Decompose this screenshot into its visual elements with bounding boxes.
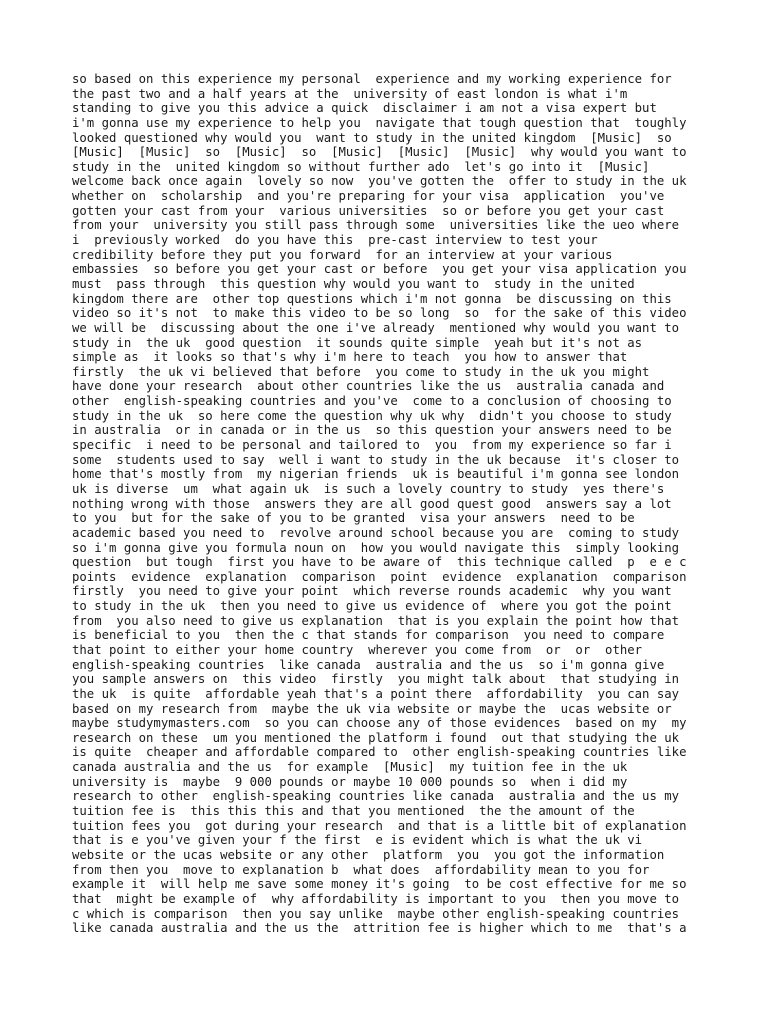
transcript-line: tuition fee is this this this and that you mentioned the the amount of the (72, 804, 635, 819)
transcript-line: study in the uk so here come the question why uk why didn't you choose to study (72, 408, 672, 423)
transcript-line: we will be discussing about the one i've already mentioned why would you want to (72, 320, 680, 335)
transcript-line: some students used to say well i want to study in the uk because it's closer to (72, 452, 680, 467)
transcript-line: the uk is quite affordable yeah that's a point there affordability you can say (72, 686, 680, 701)
transcript-line: university is maybe 9 000 pounds or maybe 10 000 pounds so when i did my (72, 774, 628, 789)
transcript-line: credibility before they put you forward for an interview at your various (72, 247, 613, 262)
transcript-line: is beneficial to you then the c that stands for comparison you need to compare (72, 628, 665, 643)
transcript-line: maybe studymymasters.com so you can choose any of those evidences based on my my (72, 716, 687, 731)
transcript-line: study in the uk good question it sounds quite simple yeah but it's not as (72, 335, 643, 350)
transcript-line: from you also need to give us explanation that is you explain the point how that (72, 613, 680, 628)
transcript-line: english-speaking countries like canada australia and the us so i'm gonna give (72, 657, 665, 672)
transcript-line: gotten your cast from your various universities so or before you get your cast (72, 203, 665, 218)
transcript-line: standing to give you this advice a quick disclaimer i am not a visa expert but (72, 101, 657, 116)
transcript-line: from then you move to explanation b what does affordability mean to you for (72, 862, 650, 877)
transcript-line: specific i need to be personal and tailored to you from my experience so far i (72, 438, 672, 453)
transcript-line: other english-speaking countries and you've come to a conclusion of choosing to (72, 394, 672, 409)
transcript-line: so i'm gonna give you formula noun on how you would navigate this simply looking (72, 540, 680, 555)
transcript-line: is quite cheaper and affordable compared to other english-speaking countries like (72, 745, 687, 760)
transcript-line: canada australia and the us for example [Music] my tuition fee in the uk (72, 760, 628, 775)
transcript-line: question but tough first you have to be aware of this technique called p e e c (72, 555, 687, 570)
transcript-line: whether on scholarship and you're preparing for your visa application you've (72, 189, 665, 204)
transcript-line: nothing wrong with those answers they are all good quest good answers say a lot (72, 496, 672, 511)
transcript-line: that might be example of why affordability is important to you then you move to (72, 891, 680, 906)
transcript-line: tuition fees you got during your research and that is a little bit of explanation (72, 818, 687, 833)
transcript-line: to you but for the sake of you to be granted visa your answers need to be (72, 511, 635, 526)
transcript-line: that point to either your home country wherever you come from or or other (72, 642, 643, 657)
transcript-line: i previously worked do you have this pre-cast interview to test your (72, 233, 598, 248)
transcript-line: so based on this experience my personal experience and my working experience for (72, 72, 672, 86)
transcript-line: points evidence explanation comparison point evidence explanation comparison (72, 569, 687, 584)
transcript-line: based on my research from maybe the uk via website or maybe the ucas website or (72, 701, 672, 716)
transcript-line: like canada australia and the us the attrition fee is higher which to me that's a (72, 921, 687, 936)
transcript-line: embassies so before you get your cast or before you get your visa application you (72, 262, 687, 277)
transcript-line: welcome back once again lovely so now you've gotten the offer to study in the uk (72, 174, 687, 189)
transcript-line: must pass through this question why would you want to study in the united (72, 276, 635, 291)
transcript-line: in australia or in canada or in the us so this question your answers need to be (72, 423, 672, 438)
transcript-line: research to other english-speaking countries like canada australia and the us my (72, 789, 680, 804)
transcript-line: c which is comparison then you say unlike maybe other english-speaking countries (72, 906, 680, 921)
transcript-line: academic based you need to revolve around school because you are coming to study (72, 525, 680, 540)
transcript-line: [Music] [Music] so [Music] so [Music] [Music] [Music] why would you want to (72, 145, 687, 160)
transcript-line: from your university you still pass through some universities like the ueo where (72, 218, 680, 233)
transcript-line: research on these um you mentioned the platform i found out that studying the uk (72, 730, 680, 745)
transcript-line: that is e you've given your f the first e is evident which is what the uk vi (72, 833, 643, 848)
transcript-line: firstly the uk vi believed that before you come to study in the uk you might (72, 364, 650, 379)
transcript-line: you sample answers on this video firstly you might talk about that studying in (72, 672, 680, 687)
transcript-line: video so it's not to make this video to be so long so for the sake of this video (72, 306, 687, 321)
transcript-text-block (72, 72, 712, 936)
transcript-line: the past two and a half years at the university of east london is what i'm (72, 86, 628, 101)
transcript-line: uk is diverse um what again uk is such a lovely country to study yes there's (72, 481, 665, 496)
transcript-line: study in the united kingdom so without further ado let's go into it [Music] (72, 159, 650, 174)
transcript-line: i'm gonna use my experience to help you navigate that tough question that toughly (72, 115, 687, 130)
transcript-line: have done your research about other countries like the us australia canada and (72, 379, 665, 394)
transcript-line: firstly you need to give your point which reverse rounds academic why you want (72, 584, 672, 599)
transcript-line: website or the ucas website or any other platform you you got the information (72, 847, 665, 862)
transcript-line: example it will help me save some money it's going to be cost effective for me so (72, 877, 687, 892)
transcript-line: kingdom there are other top questions which i'm not gonna be discussing on this (72, 291, 672, 306)
transcript-line: to study in the uk then you need to give us evidence of where you got the point (72, 599, 672, 614)
transcript-line: home that's mostly from my nigerian friends uk is beautiful i'm gonna see london (72, 467, 680, 482)
transcript-line: looked questioned why would you want to study in the united kingdom [Music] so (72, 130, 672, 145)
transcript-line: simple as it looks so that's why i'm here to teach you how to answer that (72, 350, 628, 365)
